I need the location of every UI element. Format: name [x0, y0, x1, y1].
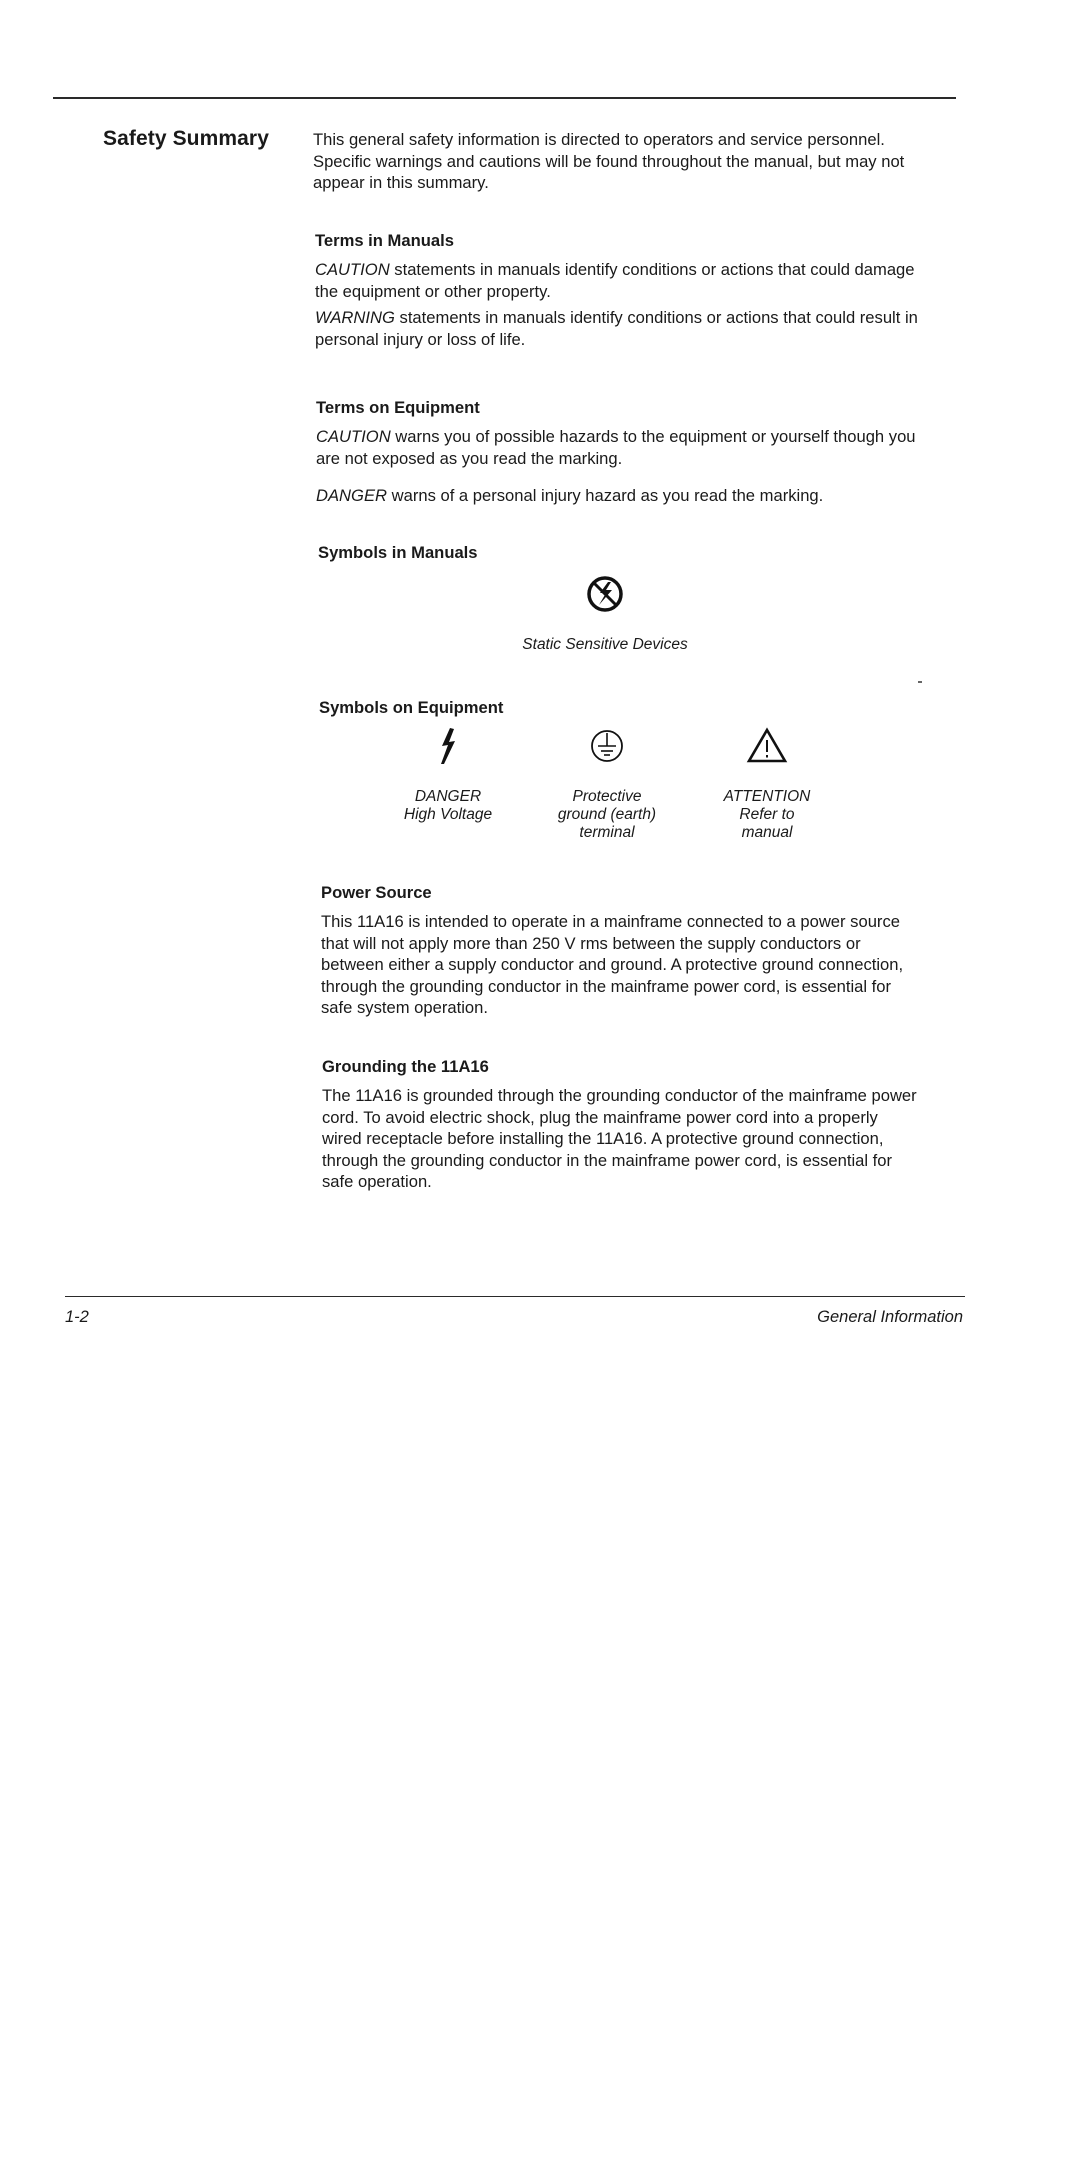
scan-mark	[918, 681, 922, 683]
warning-manuals-paragraph	[315, 307, 918, 350]
danger-text: warns of a personal injury hazard as you read the marking.	[387, 486, 824, 505]
power-source-line: This 11A16 is intended to operate in a mainframe connected to a power source	[321, 912, 900, 931]
chapter-title: General Information	[817, 1308, 963, 1326]
grounding-paragraph	[322, 1085, 917, 1193]
heading-terms-in-manuals: Terms in Manuals	[315, 231, 454, 250]
static-sensitive-icon	[585, 574, 625, 614]
footer-rule	[65, 1296, 965, 1297]
high-voltage-label-line: DANGER	[414, 788, 482, 805]
power-source-paragraph	[321, 911, 903, 1019]
power-source-line: safe system operation.	[321, 998, 488, 1017]
caution-manuals-paragraph	[315, 259, 915, 302]
heading-grounding: Grounding the 11A16	[322, 1057, 489, 1076]
attention-triangle-icon	[746, 726, 788, 766]
protective-ground-label-line: ground (earth)	[557, 806, 657, 823]
caution-text: the equipment or other property.	[315, 281, 551, 301]
intro-line: Specific warnings and cautions will be found throughout the manual, but may not	[313, 151, 905, 171]
intro-line: appear in this summary.	[313, 173, 489, 192]
header-rule	[53, 97, 956, 99]
caution-term: CAUTION	[315, 260, 390, 279]
caution-text: warns you of possible hazards to the equipment or yourself though you	[390, 427, 916, 446]
intro-paragraph	[313, 129, 904, 194]
grounding-line: The 11A16 is grounded through the grounding conductor of the mainframe power	[322, 1086, 917, 1105]
heading-symbols-in-manuals: Symbols in Manuals	[318, 543, 478, 562]
danger-equipment-paragraph	[316, 485, 823, 507]
intro-line: This general safety information is directed to operators and service personnel.	[313, 130, 885, 149]
heading-terms-on-equipment: Terms on Equipment	[316, 398, 480, 417]
caution-text: statements in manuals identify conditions or actions that could damage	[389, 260, 915, 279]
caution-equipment-paragraph	[316, 426, 916, 469]
heading-power-source: Power Source	[321, 883, 432, 902]
warning-term: WARNING	[315, 308, 395, 327]
warning-text: statements in manuals identify conditions or actions that could result in	[394, 308, 918, 327]
grounding-line: wired receptacle before installing the 11A16. A protective ground connection,	[322, 1129, 884, 1148]
grounding-line: through the grounding conductor in the mainframe power cord, is essential for	[322, 1150, 893, 1170]
heading-symbols-on-equipment: Symbols on Equipment	[319, 698, 504, 717]
power-source-line: that will not apply more than 250 V rms between the supply conductors or	[321, 933, 861, 953]
danger-term: DANGER	[316, 486, 387, 505]
grounding-line: safe operation.	[322, 1172, 432, 1191]
attention-label-line: Refer to	[739, 806, 795, 823]
protective-ground-label-line: Protective	[572, 788, 642, 805]
power-source-line: through the grounding conductor in the mainframe power cord, is essential for	[321, 976, 892, 996]
caution-text: are not exposed as you read the marking.	[316, 448, 623, 468]
attention-label-line: ATTENTION	[723, 788, 811, 805]
section-title: Safety Summary	[103, 127, 269, 150]
symbol-attention	[667, 726, 867, 842]
attention-label-line: manual	[741, 824, 793, 841]
page-number: 1-2	[65, 1308, 89, 1326]
power-source-line: between either a supply conductor and ground. A protective ground connection,	[321, 955, 904, 974]
high-voltage-icon	[433, 726, 463, 766]
protective-ground-icon	[587, 726, 627, 766]
static-sensitive-caption: Static Sensitive Devices	[522, 636, 688, 653]
warning-text: personal injury or loss of life.	[315, 329, 526, 349]
grounding-line: cord. To avoid electric shock, plug the mainframe power cord into a properly	[322, 1107, 878, 1127]
caution-term: CAUTION	[316, 427, 391, 446]
high-voltage-label-line: High Voltage	[403, 806, 493, 823]
protective-ground-label-line: terminal	[579, 824, 635, 841]
